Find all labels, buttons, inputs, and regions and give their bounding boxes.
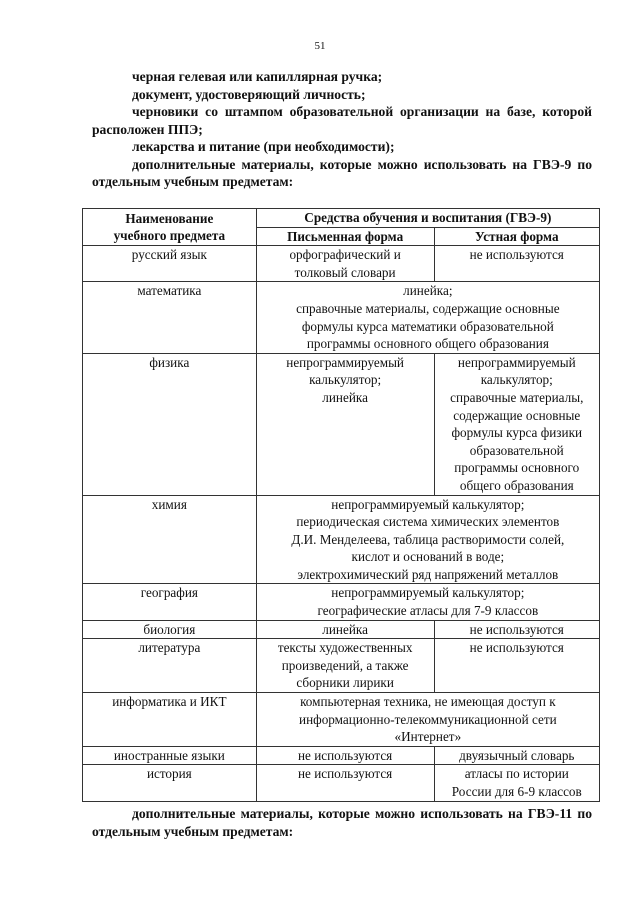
cell-written: тексты художественных произведений, а также сборники лирики [256, 639, 434, 693]
table-row [83, 765, 600, 801]
table-row [83, 693, 600, 747]
cell-oral: не используются [434, 246, 599, 282]
table-row [83, 246, 600, 282]
outro-text: дополнительные материалы, которые можно использовать на ГВЭ-11 по отдельным учебным предметам: [92, 806, 592, 839]
intro-list [92, 68, 592, 191]
materials-table [82, 208, 600, 802]
intro-item: дополнительные материалы, которые можно использовать на ГВЭ-9 по отдельным учебным предметам: [92, 156, 592, 189]
intro-item: документ, удостоверяющий личность; [132, 86, 366, 102]
cell-subject: иностранные языки [83, 746, 257, 765]
cell-both-forms: непрограммируемый калькулятор; периодическая система химических элементов Д.И. Менделеева, таблица растворимости солей, кислот и оснований в воде; электрохимический ряд напряжений металлов [256, 495, 599, 584]
cell-written: не используются [256, 746, 434, 765]
table-header-row [83, 209, 600, 228]
cell-subject: литература [83, 639, 257, 693]
header-subject: Наименование учебного предмета [83, 209, 257, 246]
cell-both-forms: линейка; справочные материалы, содержащие основные формулы курса математики образовательной программы основного общего образования [256, 282, 599, 353]
cell-oral: не используются [434, 620, 599, 639]
cell-subject: информатика и ИКТ [83, 693, 257, 747]
cell-subject: математика [83, 282, 257, 353]
cell-oral: двуязычный словарь [434, 746, 599, 765]
table-row [83, 620, 600, 639]
cell-subject: физика [83, 353, 257, 495]
cell-subject: химия [83, 495, 257, 584]
table-row [83, 746, 600, 765]
cell-oral: не используются [434, 639, 599, 693]
intro-item: лекарства и питание (при необходимости); [132, 139, 395, 154]
cell-both-forms: непрограммируемый калькулятор; географические атласы для 7-9 классов [256, 584, 599, 620]
cell-both-forms: компьютерная техника, не имеющая доступ к информационно-телекоммуникационной сети «Интернет» [256, 693, 599, 747]
cell-oral: непрограммируемый калькулятор; справочные материалы, содержащие основные формулы курса физики образовательной программы основного общего образования [434, 353, 599, 495]
table-row [83, 353, 600, 495]
table-row [83, 584, 600, 620]
cell-subject: русский язык [83, 246, 257, 282]
cell-subject: биология [83, 620, 257, 639]
cell-subject: география [83, 584, 257, 620]
cell-written: непрограммируемый калькулятор; линейка [256, 353, 434, 495]
cell-oral: атласы по истории России для 6-9 классов [434, 765, 599, 801]
header-written: Письменная форма [256, 227, 434, 246]
table-row [83, 282, 600, 353]
cell-written: не используются [256, 765, 434, 801]
header-oral: Устная форма [434, 227, 599, 246]
header-means: Средства обучения и воспитания (ГВЭ-9) [256, 209, 599, 228]
intro-item: черновики со штампом образовательной организации на базе, которой расположен ППЭ; [92, 104, 592, 137]
outro-paragraph [92, 805, 592, 840]
page-number: 51 [314, 40, 326, 52]
table-row [83, 495, 600, 584]
intro-item: черная гелевая или капиллярная ручка; [132, 69, 383, 84]
table-row [83, 639, 600, 693]
cell-written: орфографический и толковый словари [256, 246, 434, 282]
cell-subject: история [83, 765, 257, 801]
cell-written: линейка [256, 620, 434, 639]
